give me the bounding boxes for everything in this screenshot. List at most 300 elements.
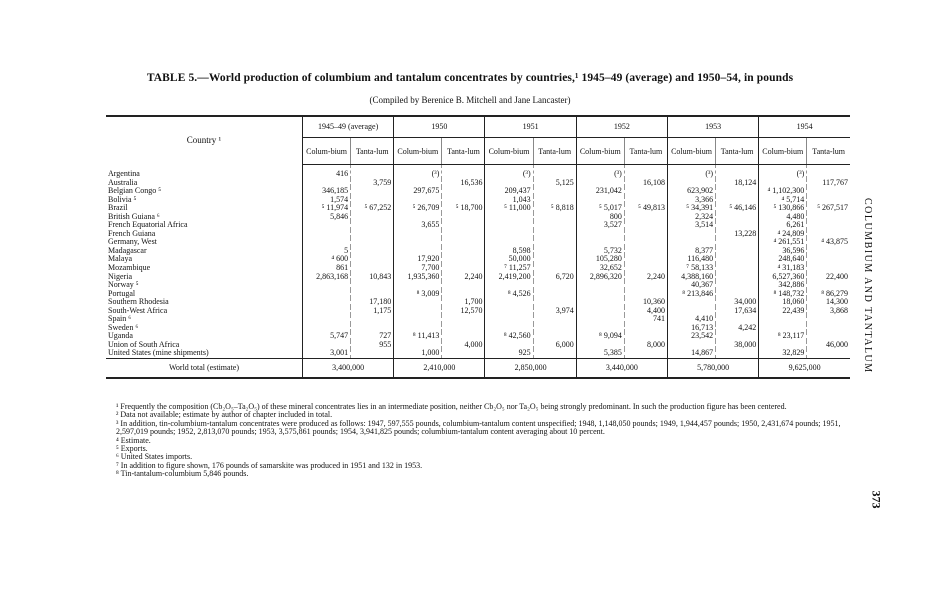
tantalum-value <box>351 281 394 290</box>
tantalum-value <box>533 230 576 239</box>
columbium-value: ⁸ 11,413 <box>394 332 442 341</box>
columbium-value: ⁴ 261,551 <box>759 238 807 247</box>
tantalum-value: 6,720 <box>533 273 576 282</box>
tantalum-value <box>351 238 394 247</box>
columbium-value: 623,902 <box>667 187 715 196</box>
tantalum-value <box>351 349 394 358</box>
tantalum-value <box>442 221 485 230</box>
columbium-value: ⁴ 24,809 <box>759 230 807 239</box>
columbium-value: 5,385 <box>576 349 624 358</box>
year-header: 1951 <box>485 116 576 138</box>
tantalum-value <box>807 196 850 205</box>
table-row <box>106 196 850 205</box>
columbium-value: ⁴ 5,714 <box>759 196 807 205</box>
columbium-value: 297,675 <box>394 187 442 196</box>
columbium-header: Colum-bium <box>303 138 351 165</box>
columbium-value: 861 <box>303 264 351 273</box>
columbium-value: 4,410 <box>667 315 715 324</box>
tantalum-value <box>533 324 576 333</box>
tantalum-value: 34,000 <box>716 298 759 307</box>
tantalum-value <box>442 238 485 247</box>
columbium-value <box>576 341 624 350</box>
columbium-value <box>303 315 351 324</box>
page-number <box>867 492 885 507</box>
columbium-value <box>576 179 624 188</box>
country-name: Spain ⁶ <box>108 315 132 324</box>
columbium-value <box>303 281 351 290</box>
tantalum-value <box>351 315 394 324</box>
country-name: United States (mine shipments) <box>108 349 209 358</box>
tantalum-value <box>442 255 485 264</box>
columbium-value <box>394 307 442 316</box>
columbium-value <box>576 238 624 247</box>
tantalum-value <box>533 315 576 324</box>
tantalum-value <box>442 281 485 290</box>
columbium-value <box>759 179 807 188</box>
columbium-value: ⁵ 11,000 <box>485 204 533 213</box>
footnote: ³ In addition, tin-columbium-tantalum concentrates were produced as follows: 1947, 597,555 pounds, columbium-tantalum content unspecified; 1948, 1,148,050 pounds; 1949, 1,944,457 pounds; 1950, 2,431,674 pounds; 1951, 2,597,019 pounds; 1952, 2,813,070 pounds; 1953, 3,575,861 pounds; 1954, 3,941,825 pounds; columbium-tantalum content averaging about 10 percent. <box>116 418 841 437</box>
columbium-header: Colum-bium <box>759 138 807 165</box>
columbium-value: ⁵ 11,974 <box>303 204 351 213</box>
columbium-value <box>485 324 533 333</box>
columbium-value: 346,185 <box>303 187 351 196</box>
columbium-header: Colum-bium <box>667 138 715 165</box>
columbium-value: ⁴ 1,102,300 <box>759 187 807 196</box>
columbium-value: 2,896,320 <box>576 273 624 282</box>
page-number-text: 373 <box>869 490 884 509</box>
total-value: 3,440,000 <box>576 359 667 379</box>
tantalum-value: 3,974 <box>533 307 576 316</box>
country-name: Germany, West <box>108 238 157 247</box>
columbium-value: 14,867 <box>667 349 715 358</box>
columbium-value <box>394 247 442 256</box>
tantalum-value: 17,634 <box>716 307 759 316</box>
columbium-value: 5,846 <box>303 213 351 222</box>
columbium-value: 1,043 <box>485 196 533 205</box>
columbium-value: 16,713 <box>667 324 715 333</box>
tantalum-value: 18,124 <box>716 179 759 188</box>
tantalum-value <box>442 165 485 179</box>
tantalum-value: 4,400 <box>624 307 667 316</box>
columbium-value: 2,324 <box>667 213 715 222</box>
tantalum-value <box>716 255 759 264</box>
columbium-value: 1,935,360 <box>394 273 442 282</box>
footnote: ⁶ United States imports. <box>116 452 193 462</box>
total-value: 3,400,000 <box>303 359 394 379</box>
total-value: 9,625,000 <box>759 359 850 379</box>
tantalum-value <box>624 187 667 196</box>
columbium-value: ⁴ 31,183 <box>759 264 807 273</box>
tantalum-value <box>533 281 576 290</box>
tantalum-value <box>624 238 667 247</box>
tantalum-value <box>442 315 485 324</box>
country-name: Sweden ⁶ <box>108 323 139 332</box>
country-name: Australia <box>108 178 138 187</box>
tantalum-value <box>533 255 576 264</box>
tantalum-value <box>716 315 759 324</box>
table-row <box>106 290 850 299</box>
tantalum-value <box>716 290 759 299</box>
tantalum-header: Tanta-lum <box>351 138 394 165</box>
table-row <box>106 247 850 256</box>
tantalum-value <box>442 264 485 273</box>
columbium-value <box>303 221 351 230</box>
columbium-value: ⁸ 42,560 <box>485 332 533 341</box>
tantalum-value <box>624 165 667 179</box>
columbium-header: Colum-bium <box>576 138 624 165</box>
table-row <box>106 324 850 333</box>
tantalum-value <box>351 324 394 333</box>
columbium-value <box>394 315 442 324</box>
tantalum-value: 6,000 <box>533 341 576 350</box>
columbium-value <box>303 238 351 247</box>
running-head-text: COLUMBIUM AND TANTALUM <box>862 198 873 374</box>
table-row <box>106 307 850 316</box>
columbium-value <box>667 238 715 247</box>
tantalum-value <box>716 213 759 222</box>
tantalum-value: 8,000 <box>624 341 667 350</box>
columbium-value: 3,655 <box>394 221 442 230</box>
columbium-value: 6,261 <box>759 221 807 230</box>
tantalum-value <box>533 196 576 205</box>
columbium-value: 105,280 <box>576 255 624 264</box>
columbium-value <box>303 179 351 188</box>
tantalum-value: ⁴ 43,875 <box>807 238 850 247</box>
tantalum-value <box>624 264 667 273</box>
tantalum-value: 16,108 <box>624 179 667 188</box>
year-header-row <box>106 116 850 138</box>
total-value: 5,780,000 <box>667 359 758 379</box>
tantalum-header: Tanta-lum <box>442 138 485 165</box>
columbium-value: ⁸ 9,094 <box>576 332 624 341</box>
tantalum-value <box>807 332 850 341</box>
tantalum-value <box>624 230 667 239</box>
columbium-value <box>303 341 351 350</box>
table-subtitle: (Compiled by Berenice B. Mitchell and Jane Lancaster) <box>369 95 571 105</box>
tantalum-value <box>807 247 850 256</box>
columbium-value: 3,366 <box>667 196 715 205</box>
tantalum-header: Tanta-lum <box>533 138 576 165</box>
columbium-value <box>394 196 442 205</box>
table-row <box>106 238 850 247</box>
columbium-value: ⁸ 148,732 <box>759 290 807 299</box>
tantalum-value <box>716 196 759 205</box>
tantalum-value <box>716 238 759 247</box>
table-row <box>106 213 850 222</box>
columbium-value: 50,000 <box>485 255 533 264</box>
columbium-value <box>485 179 533 188</box>
tantalum-value <box>351 221 394 230</box>
tantalum-value <box>807 187 850 196</box>
tantalum-value <box>533 187 576 196</box>
tantalum-value <box>716 221 759 230</box>
columbium-value <box>759 324 807 333</box>
year-header: 1950 <box>394 116 485 138</box>
columbium-value <box>303 324 351 333</box>
tantalum-value <box>533 264 576 273</box>
tantalum-value: 4,242 <box>716 324 759 333</box>
columbium-value <box>394 298 442 307</box>
country-name: Union of South Africa <box>108 340 180 349</box>
year-header: 1953 <box>667 116 758 138</box>
table-row <box>106 221 850 230</box>
columbium-value: 248,640 <box>759 255 807 264</box>
columbium-value <box>485 221 533 230</box>
columbium-value: ⁷ 58,133 <box>667 264 715 273</box>
country-name: French Equatorial Africa <box>108 221 188 230</box>
columbium-value: 23,542 <box>667 332 715 341</box>
tantalum-value <box>807 230 850 239</box>
footnote: ⁴ Estimate. <box>116 435 151 445</box>
tantalum-value <box>716 332 759 341</box>
columbium-value: 342,886 <box>759 281 807 290</box>
table-row <box>106 341 850 350</box>
table-row <box>106 179 850 188</box>
tantalum-value <box>624 196 667 205</box>
columbium-value <box>759 341 807 350</box>
columbium-value <box>576 315 624 324</box>
tantalum-value: ⁵ 67,252 <box>351 204 394 213</box>
tantalum-value <box>624 290 667 299</box>
running-head <box>861 198 875 374</box>
tantalum-value: 955 <box>351 341 394 350</box>
columbium-value <box>576 298 624 307</box>
tantalum-value <box>807 324 850 333</box>
year-header: 1945–49 (average) <box>303 116 394 138</box>
footnotes <box>116 403 856 479</box>
tantalum-value: ⁸ 86,279 <box>807 290 850 299</box>
tantalum-value <box>624 332 667 341</box>
columbium-value: 800 <box>576 213 624 222</box>
columbium-value <box>576 307 624 316</box>
country-name: French Guiana <box>108 229 156 238</box>
tantalum-value <box>351 255 394 264</box>
tantalum-value: 14,300 <box>807 298 850 307</box>
columbium-value <box>485 315 533 324</box>
country-name: Southern Rhodesia <box>108 298 169 307</box>
tantalum-value: ⁵ 267,517 <box>807 204 850 213</box>
tantalum-value: 46,000 <box>807 341 850 350</box>
columbium-value: (³) <box>667 165 715 179</box>
tantalum-value <box>442 213 485 222</box>
columbium-value: ⁵ 26,709 <box>394 204 442 213</box>
columbium-value: 8,377 <box>667 247 715 256</box>
tantalum-value <box>624 349 667 358</box>
tantalum-value: 5,125 <box>533 179 576 188</box>
total-label: World total (estimate) <box>106 359 303 379</box>
columbium-value <box>303 290 351 299</box>
tantalum-header: Tanta-lum <box>807 138 850 165</box>
tantalum-value: 2,240 <box>624 273 667 282</box>
tantalum-value: 1,175 <box>351 307 394 316</box>
tantalum-value: 10,360 <box>624 298 667 307</box>
tantalum-value: 3,868 <box>807 307 850 316</box>
columbium-value: 416 <box>303 165 351 179</box>
columbium-value: 231,042 <box>576 187 624 196</box>
columbium-value <box>667 307 715 316</box>
columbium-value: 3,527 <box>576 221 624 230</box>
columbium-value: (³) <box>759 165 807 179</box>
columbium-value: ⁵ 34,391 <box>667 204 715 213</box>
tantalum-header: Tanta-lum <box>624 138 667 165</box>
tantalum-value: 117,767 <box>807 179 850 188</box>
columbium-value <box>667 298 715 307</box>
tantalum-value <box>442 230 485 239</box>
tantalum-value <box>533 290 576 299</box>
columbium-value: 32,829 <box>759 349 807 358</box>
columbium-value: 925 <box>485 349 533 358</box>
tantalum-value: 38,000 <box>716 341 759 350</box>
table-row <box>106 230 850 239</box>
columbium-value <box>394 324 442 333</box>
tantalum-value <box>624 247 667 256</box>
table-row <box>106 281 850 290</box>
tantalum-value: 16,536 <box>442 179 485 188</box>
tantalum-value <box>533 165 576 179</box>
columbium-value <box>303 230 351 239</box>
country-name: Madagascar <box>108 246 147 255</box>
tantalum-value: 10,843 <box>351 273 394 282</box>
tantalum-value <box>716 247 759 256</box>
tantalum-value <box>351 187 394 196</box>
columbium-value: 6,527,360 <box>759 273 807 282</box>
columbium-value: 18,060 <box>759 298 807 307</box>
table-title: TABLE 5.—World production of columbium and tantalum concentrates by countries,¹ 1945–49 (average) and 1950–54, in pounds <box>146 72 794 84</box>
columbium-value: ⁵ 130,866 <box>759 204 807 213</box>
columbium-value <box>576 324 624 333</box>
columbium-value: ⁸ 4,526 <box>485 290 533 299</box>
table-row <box>106 315 850 324</box>
columbium-value <box>394 281 442 290</box>
columbium-value: ⁸ 213,846 <box>667 290 715 299</box>
columbium-value <box>576 290 624 299</box>
columbium-value: 209,437 <box>485 187 533 196</box>
columbium-value: 116,480 <box>667 255 715 264</box>
country-column-header: Country ¹ <box>106 116 303 165</box>
tantalum-value <box>533 221 576 230</box>
tantalum-value: 22,400 <box>807 273 850 282</box>
footnote: ⁵ Exports. <box>116 444 148 454</box>
columbium-value <box>394 238 442 247</box>
columbium-value: 2,863,168 <box>303 273 351 282</box>
tantalum-value <box>716 273 759 282</box>
total-value: 2,410,000 <box>394 359 485 379</box>
tantalum-value <box>351 230 394 239</box>
footnote: ⁸ Tin-tantalum-columbium 5,846 pounds. <box>116 469 249 479</box>
columbium-value <box>485 307 533 316</box>
columbium-value <box>667 230 715 239</box>
columbium-value: 7,700 <box>394 264 442 273</box>
columbium-value: 32,652 <box>576 264 624 273</box>
columbium-value: ⁵ 5,017 <box>576 204 624 213</box>
country-name: Belgian Congo ⁵ <box>108 187 162 196</box>
tantalum-value <box>807 255 850 264</box>
tantalum-header: Tanta-lum <box>716 138 759 165</box>
columbium-value <box>394 230 442 239</box>
tantalum-value <box>351 196 394 205</box>
tantalum-value <box>624 213 667 222</box>
tantalum-value <box>624 221 667 230</box>
columbium-value: 4,480 <box>759 213 807 222</box>
columbium-value <box>485 238 533 247</box>
tantalum-value <box>442 187 485 196</box>
tantalum-value <box>716 187 759 196</box>
table-row <box>106 165 850 179</box>
tantalum-value <box>807 213 850 222</box>
tantalum-value: 2,240 <box>442 273 485 282</box>
tantalum-value <box>351 213 394 222</box>
columbium-value: ⁸ 23,117 <box>759 332 807 341</box>
table-row <box>106 349 850 358</box>
table-row <box>106 204 850 213</box>
table-body <box>106 165 850 359</box>
table-row <box>106 298 850 307</box>
tantalum-value: ⁵ 46,146 <box>716 204 759 213</box>
columbium-value: 2,419,200 <box>485 273 533 282</box>
tantalum-value <box>716 281 759 290</box>
footnote: ⁷ In addition to figure shown, 176 pounds of samarskite was produced in 1951 and 132 in 1953. <box>116 460 423 470</box>
tantalum-value: 12,570 <box>442 307 485 316</box>
country-name: Bolivia ⁵ <box>108 195 137 204</box>
tantalum-value <box>351 264 394 273</box>
country-name: Argentina <box>108 168 140 178</box>
tantalum-value <box>442 324 485 333</box>
columbium-value: 36,596 <box>759 247 807 256</box>
columbium-value: (³) <box>394 165 442 179</box>
tantalum-value <box>533 349 576 358</box>
tantalum-value: 727 <box>351 332 394 341</box>
columbium-value: (³) <box>485 165 533 179</box>
tantalum-value: 741 <box>624 315 667 324</box>
table-row <box>106 273 850 282</box>
tantalum-value <box>442 290 485 299</box>
tantalum-value <box>807 349 850 358</box>
columbium-value <box>576 230 624 239</box>
year-header: 1952 <box>576 116 667 138</box>
tantalum-value: 13,228 <box>716 230 759 239</box>
columbium-value <box>394 213 442 222</box>
country-name: Malaya <box>108 255 132 264</box>
tantalum-value <box>351 165 394 179</box>
country-name: British Guiana ⁶ <box>108 212 160 221</box>
columbium-value <box>485 298 533 307</box>
tantalum-value <box>807 221 850 230</box>
columbium-value <box>576 281 624 290</box>
columbium-value: 1,574 <box>303 196 351 205</box>
columbium-value: 3,514 <box>667 221 715 230</box>
tantalum-value <box>533 238 576 247</box>
columbium-value: (³) <box>576 165 624 179</box>
tantalum-value <box>351 247 394 256</box>
footnote: ¹ Frequently the composition (Cb₂O₅–Ta₂O₅) of these mineral concentrates lies in an intermediate position, neither Cb₂O₅ nor Ta₂O₅ being strongly predominant. In such the production figure has been centered. <box>116 402 787 411</box>
columbium-value: 8,598 <box>485 247 533 256</box>
tantalum-value: ⁵ 18,700 <box>442 204 485 213</box>
year-header: 1954 <box>759 116 850 138</box>
total-value: 2,850,000 <box>485 359 576 379</box>
tantalum-value <box>442 332 485 341</box>
columbium-value <box>394 179 442 188</box>
tantalum-value <box>716 264 759 273</box>
table-row <box>106 255 850 264</box>
production-table <box>106 115 850 379</box>
country-name: Mozambique <box>108 264 151 273</box>
columbium-value: 4,388,160 <box>667 273 715 282</box>
columbium-value <box>485 281 533 290</box>
table-row <box>106 332 850 341</box>
columbium-header: Colum-bium <box>485 138 533 165</box>
tantalum-value <box>624 324 667 333</box>
tantalum-value: 17,180 <box>351 298 394 307</box>
